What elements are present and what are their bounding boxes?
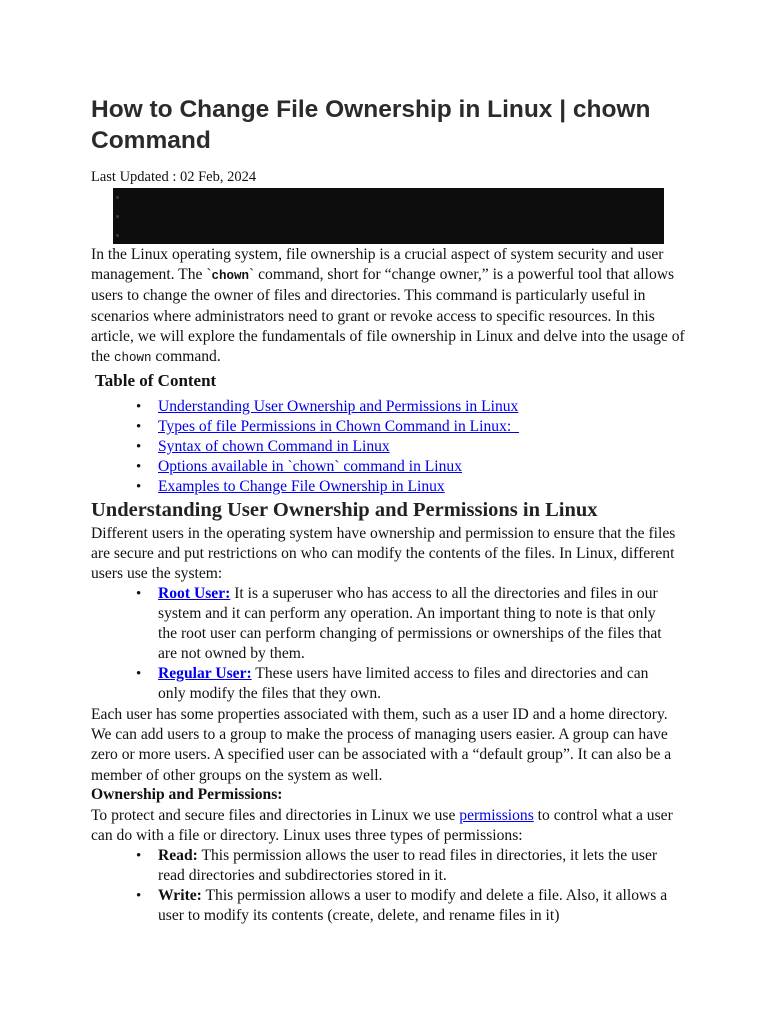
list-item-text: This permission allows the user to read files in directories, it lets the user read directories and subdirectories stored in it.: [158, 847, 658, 884]
bullet-dot: [116, 215, 119, 218]
bullet-dot: [116, 196, 119, 199]
list-item-label: Write:: [158, 887, 202, 904]
list-item-text: These users have limited access to files and directories and can only modify the files that they own.: [158, 665, 649, 702]
toc-item: [136, 417, 676, 437]
inline-code: chown: [113, 351, 152, 366]
permission-types-list: [136, 846, 676, 926]
last-updated: Last Updated : 02 Feb, 2024: [91, 169, 257, 185]
toc-link-examples[interactable]: Examples to Change File Ownership in Linux: [158, 478, 445, 495]
intro-paragraph: [91, 245, 691, 368]
toc-link-understanding[interactable]: Understanding User Ownership and Permissions in Linux: [158, 398, 519, 415]
toc-item: [136, 437, 676, 457]
page-title: How to Change File Ownership in Linux | chown Command: [91, 96, 651, 154]
inline-code: chown: [211, 269, 250, 284]
section1-paragraph-2: Each user has some properties associated with them, such as a user ID and a home directory. We can add users to a group to make the process of managing users easier. A group can have zero or more users. A specified user can be associated with a “default group”. It can also be a member of other groups on the system as well.: [91, 706, 672, 784]
paragraph-text: to control what a user can do with a file or directory. Linux uses three types of permissions:: [91, 807, 673, 845]
list-item-text: This permission allows a user to modify and delete a file. Also, it allows a user to modify its contents (create, delete, and rename files in it): [158, 887, 668, 924]
toc-link-syntax[interactable]: Syntax of chown Command in Linux: [158, 438, 390, 455]
toc-link-options[interactable]: Options available in `chown` command in Linux: [158, 458, 463, 475]
regular-user-link[interactable]: Regular User:: [158, 665, 252, 682]
intro-text: ` command, short for “change owner,” is a powerful tool that allows users to change the owner of files and directories. This command is particularly useful in scenarios where administrators need to grant or revoke access to specific resources. In this article, we will explore the fundamentals of file ownership in Linux and delve into the usage of the: [91, 266, 685, 366]
toc-item: [136, 477, 676, 497]
section1-paragraph: Different users in the operating system have ownership and permission to ensure that the files are secure and put restrictions on who can modify the contents of the files. In Linux, different users use the system:: [91, 525, 676, 583]
subsection-heading: Ownership and Permissions:: [91, 786, 283, 803]
list-item: [136, 846, 676, 886]
toc-list: [136, 397, 676, 497]
intro-text: In the Linux operating system, file ownership is a crucial aspect of system security and user management. The `: [91, 246, 664, 284]
list-item: [136, 584, 676, 664]
intro-text: command.: [151, 348, 221, 366]
root-user-link[interactable]: Root User:: [158, 585, 231, 602]
section2-paragraph: [91, 806, 691, 846]
list-item-text: It is a superuser who has access to all the directories and files in our system and it can perform any operation. An important thing to note is that only the root user can perform changing of permissions or ownerships of the files that are not owned by them.: [158, 585, 662, 662]
section-heading: Understanding User Ownership and Permissions in Linux: [91, 499, 598, 521]
toc-title: Table of Content: [95, 371, 217, 390]
list-item: [136, 886, 676, 926]
paragraph-text: To protect and secure files and directories in Linux we use: [91, 807, 460, 824]
toc-item: [136, 397, 676, 417]
toc-link-types[interactable]: Types of file Permissions in Chown Command in Linux:: [158, 418, 520, 435]
user-types-list: [136, 584, 676, 704]
list-item: [136, 664, 676, 704]
list-item-label: Read:: [158, 847, 198, 864]
toc-item: [136, 457, 676, 477]
permissions-link[interactable]: permissions: [459, 807, 534, 824]
bullet-dot: [116, 234, 119, 237]
redacted-bullet-block: [113, 188, 664, 244]
